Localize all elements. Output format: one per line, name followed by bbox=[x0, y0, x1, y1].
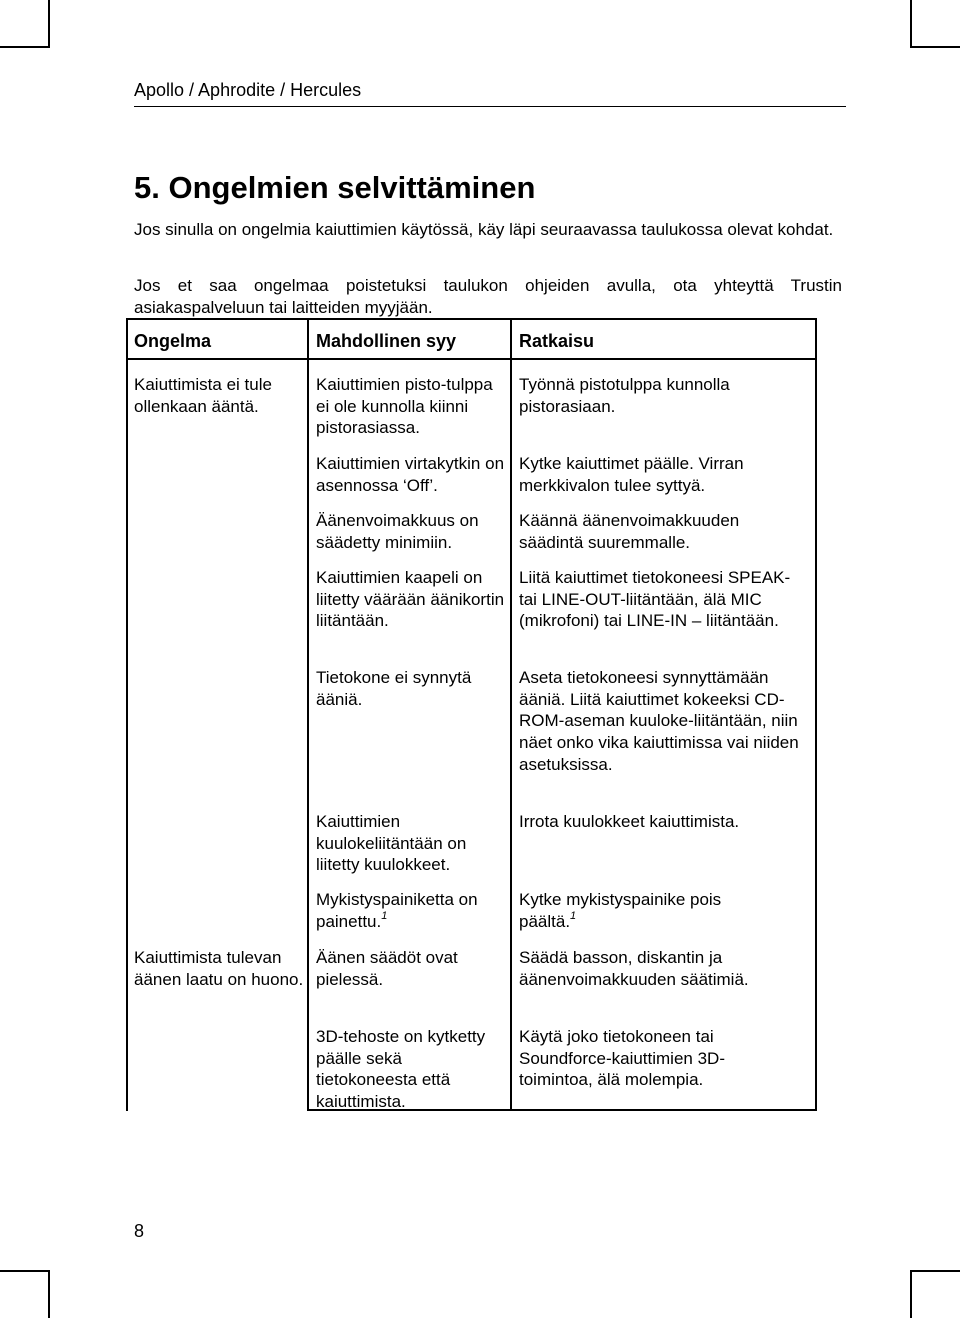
crop-mark-top-left bbox=[48, 0, 50, 48]
crop-mark-bottom-left bbox=[48, 1270, 50, 1318]
contact-paragraph: Jos et saa ongelmaa poistetuksi taulukon ohjeiden avulla, ota yhteyttä Trustin asiakaspalveluun tai laitteiden myyjään. bbox=[134, 276, 842, 317]
solution-plug: Työnnä pistotulppa kunnolla pistorasiaan. bbox=[519, 375, 730, 416]
cause-volume-minimum: Äänenvoimakkuus on säädetty minimiin. bbox=[316, 511, 479, 552]
cause-sound-settings: Äänen säädöt ovat pielessä. bbox=[316, 948, 458, 989]
solution-pc-sound: Aseta tietokoneesi synnyttämään ääniä. Liitä kaiuttimet kokeeksi CD-ROM-aseman kuuloke-liitäntään, niin näet onko vika kaiuttimissa vai niiden asetuksissa. bbox=[519, 668, 799, 774]
cause-headphones: Kaiuttimien kuulokeliitäntään on liitetty kuulokkeet. bbox=[316, 812, 467, 875]
intro-paragraph: Jos sinulla on ongelmia kaiuttimien käytössä, käy läpi seuraavassa taulukossa olevat kohdat. bbox=[134, 220, 834, 239]
table-right-border bbox=[815, 318, 817, 1111]
solution-headphones: Irrota kuulokkeet kaiuttimista. bbox=[519, 812, 740, 831]
solution-sound-settings: Säädä basson, diskantin ja äänenvoimakkuuden säätimiä. bbox=[519, 948, 749, 989]
running-header: Apollo / Aphrodite / Hercules bbox=[134, 80, 362, 100]
cause-wrong-socket: Kaiuttimien kaapeli on liitetty väärään äänikortin liitäntään. bbox=[316, 568, 505, 631]
page-number: 8 bbox=[134, 1221, 145, 1241]
solution-3d-effect: Käytä joko tietokoneen tai Soundforce-kaiuttimien 3D-toimintoa, älä molempia. bbox=[519, 1027, 725, 1090]
footnote-mark: 1 bbox=[570, 909, 577, 922]
cause-no-sound-from-pc: Tietokone ei synnytä ääniä. bbox=[316, 668, 472, 709]
cause-mute-text: Mykistyspainiketta on painettu. bbox=[316, 890, 478, 931]
solution-mute bbox=[519, 889, 759, 932]
footnote-mark: 1 bbox=[381, 909, 388, 922]
crop-mark-top-right bbox=[910, 0, 912, 48]
header-rule bbox=[134, 106, 846, 107]
table-header-rule bbox=[127, 358, 817, 360]
table-column-divider bbox=[510, 318, 512, 1111]
crop-mark-bottom-right bbox=[910, 1270, 912, 1318]
table-column-divider bbox=[307, 318, 309, 1111]
section-title: 5. Ongelmien selvittäminen bbox=[134, 170, 536, 205]
solution-volume: Käännä äänenvoimakkuuden säädintä suuremmalle. bbox=[519, 511, 740, 552]
column-header-solution: Ratkaisu bbox=[519, 331, 595, 351]
solution-socket: Liitä kaiuttimet tietokoneesi SPEAK- tai LINE-OUT-liitäntään, älä MIC (mikrofoni) tai LINE-IN – liitäntään. bbox=[519, 568, 791, 631]
crop-mark-top-left bbox=[0, 46, 50, 48]
column-header-cause: Mahdollinen syy bbox=[316, 331, 457, 351]
crop-mark-bottom-left bbox=[0, 1270, 50, 1272]
cause-power-switch: Kaiuttimien virtakytkin on asennossa ‘Off’. bbox=[316, 454, 505, 495]
problem-poor-quality: Kaiuttimista tulevan äänen laatu on huono. bbox=[134, 948, 304, 989]
table-left-border bbox=[126, 318, 128, 1111]
crop-mark-top-right bbox=[910, 46, 960, 48]
column-header-problem: Ongelma bbox=[134, 331, 212, 351]
cause-mute bbox=[316, 889, 506, 932]
table-top-rule bbox=[127, 318, 817, 320]
solution-power-switch: Kytke kaiuttimet päälle. Virran merkkivalon tulee syttyä. bbox=[519, 454, 744, 495]
crop-mark-bottom-right bbox=[910, 1270, 960, 1272]
cause-3d-effect: 3D-tehoste on kytketty päälle sekä tietokoneesta että kaiuttimista. bbox=[316, 1027, 486, 1112]
problem-no-sound: Kaiuttimista ei tule ollenkaan ääntä. bbox=[134, 375, 272, 416]
solution-mute-text: Kytke mykistyspainike pois päältä. bbox=[519, 890, 722, 931]
cause-plug: Kaiuttimien pisto-tulppa ei ole kunnolla kiinni pistorasiassa. bbox=[316, 375, 493, 438]
